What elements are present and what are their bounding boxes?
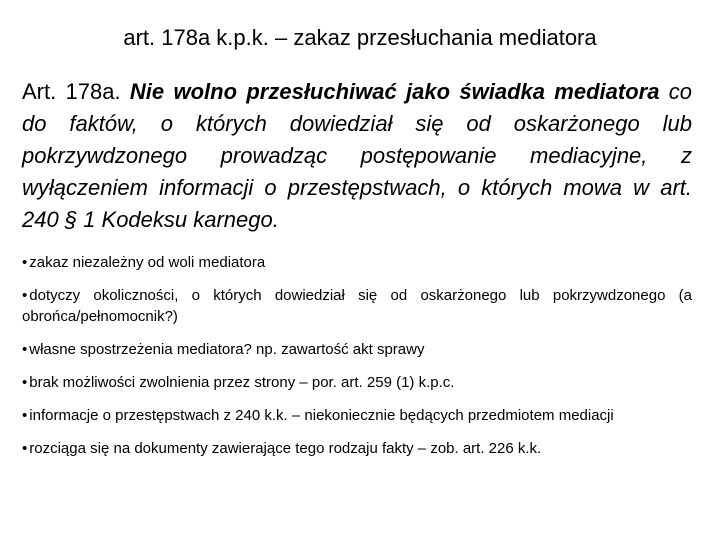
list-item: [22, 438, 692, 459]
bullet-icon: •: [22, 254, 28, 271]
bullet-text: brak możliwości zwolnienia przez strony – por. art. 259 (1) k.p.c.: [29, 374, 455, 391]
bullet-icon: •: [22, 440, 28, 457]
bullet-text: własne spostrzeżenia mediatora? np. zawartość akt sprawy: [29, 341, 425, 358]
bullet-icon: •: [22, 407, 28, 424]
list-item: [22, 372, 692, 393]
list-item: [22, 285, 692, 327]
bullet-icon: •: [22, 287, 28, 304]
list-item: [22, 405, 692, 426]
bullet-text: informacje o przestępstwach z 240 k.k. – niekoniecznie będących przedmiotem mediacji: [29, 407, 614, 424]
article-text: [22, 76, 692, 236]
bullet-text: dotyczy okoliczności, o których dowiedział się od oskarżonego lub pokrzywdzonego (a obrońca/pełnomocnik?): [22, 287, 692, 325]
article-emphasis: Nie wolno przesłuchiwać jako świadka mediatora: [129, 79, 660, 104]
article-body: co do faktów, o których dowiedział się od oskarżonego lub pokrzywdzonego prowadząc postępowanie mediacyjne, z wyłączeniem informacji o przestępstwach, o których mowa w art. 240 § 1 Kodeksu karnego.: [22, 79, 692, 232]
list-item: [22, 339, 692, 360]
bullet-list: [22, 252, 692, 471]
article-number: Art. 178a.: [22, 79, 130, 104]
bullet-icon: •: [22, 341, 28, 358]
bullet-icon: •: [22, 374, 28, 391]
list-item: [22, 252, 692, 273]
slide-title: art. 178a k.p.k. – zakaz przesłuchania mediatora: [123, 25, 597, 50]
bullet-text: zakaz niezależny od woli mediatora: [29, 254, 266, 271]
bullet-text: rozciąga się na dokumenty zawierające tego rodzaju fakty – zob. art. 226 k.k.: [29, 440, 542, 457]
